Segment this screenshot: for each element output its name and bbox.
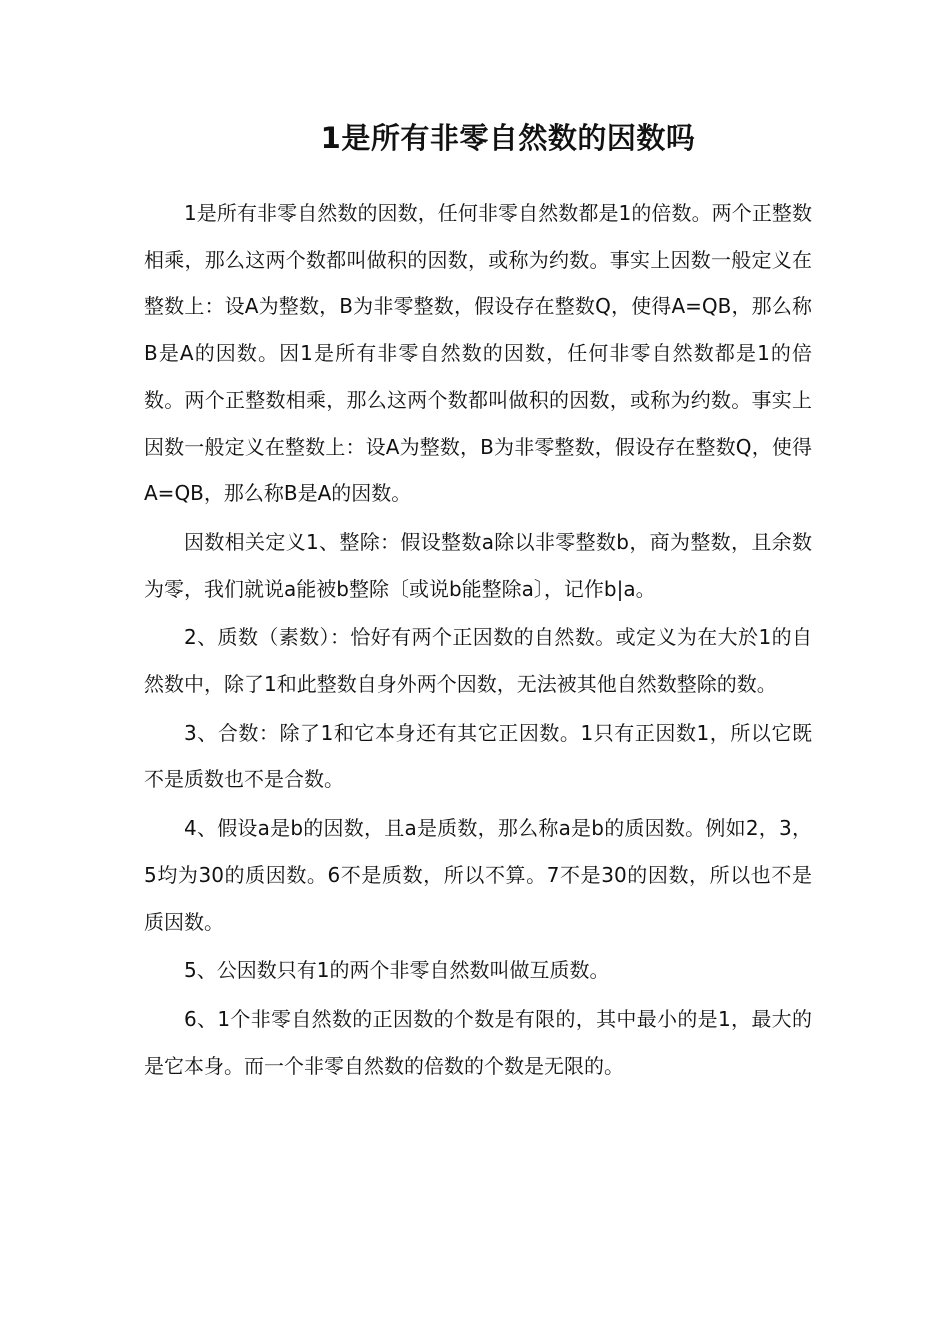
paragraph-definition-1: 因数相关定义1、整除：假设整数a除以非零整数b，商为整数，且余数为零，我们就说a能被b整除〔或说b能整除a〕，记作b|a。 <box>144 529 812 601</box>
paragraph-definition-2: 2、质数（素数）：恰好有两个正因数的自然数。或定义为在大於1的自然数中，除了1和此整数自身外两个因数，无法被其他自然数整除的数。 <box>144 625 812 697</box>
paragraph-definition-6: 6、1个非零自然数的正因数的个数是有限的，其中最小的是1，最大的是它本身。而一个非零自然数的倍数的个数是无限的。 <box>144 1006 812 1078</box>
document-title: 1是所有非零自然数的因数吗 <box>320 121 696 155</box>
paragraph-definition-5: 5、公因数只有1的两个非零自然数叫做互质数。 <box>184 958 610 983</box>
paragraph-intro: 1是所有非零自然数的因数，任何非零自然数都是1的倍数。两个正整数相乘，那么这两个数都叫做积的因数，或称为约数。事实上因数一般定义在整数上：设A为整数，B为非零整数，假设存在整数Q，使得A=QB，那么称B是A的因数。因1是所有非零自然数的因数，任何非零自然数都是1的倍数。两个正整数相乘，那么这两个数都叫做积的因数，或称为约数。事实上因数一般定义在整数上：设A为整数，B为非零整数，假设存在整数Q，使得A=QB，那么称B是A的因数。 <box>144 201 812 506</box>
paragraph-definition-4: 4、假设a是b的因数，且a是质数，那么称a是b的质因数。例如2，3，5均为30的质因数。6不是质数，所以不算。7不是30的因数，所以也不是质因数。 <box>144 816 812 934</box>
paragraph-definition-3: 3、合数：除了1和它本身还有其它正因数。1只有正因数1，所以它既不是质数也不是合数。 <box>144 720 812 792</box>
document-body <box>144 190 812 1091</box>
